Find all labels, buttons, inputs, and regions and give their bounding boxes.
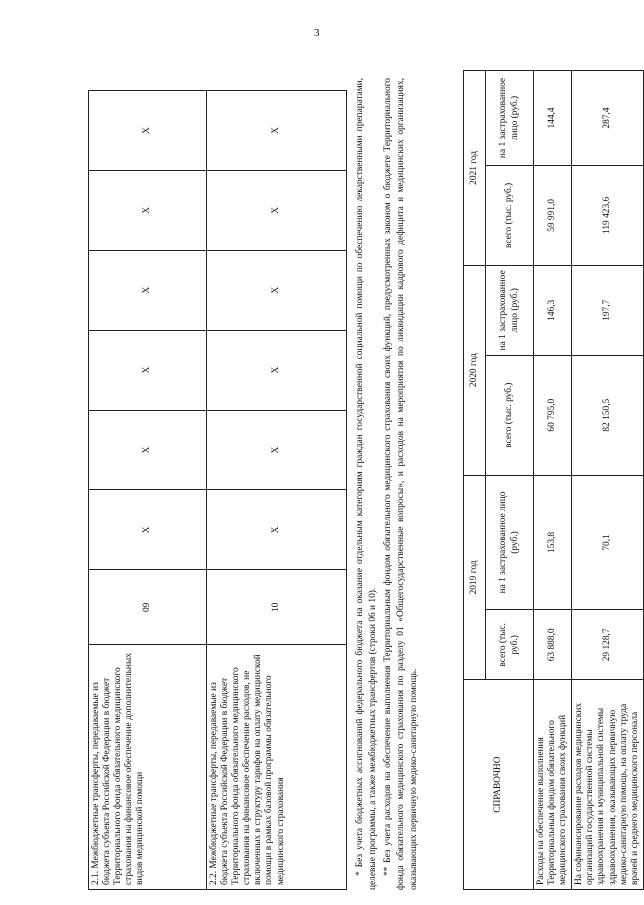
table-cell: Х (89, 410, 207, 490)
page-number: 3 (314, 27, 320, 39)
row-code: 10 (207, 570, 347, 645)
total-2021-header: всего (тыс. руб.) (486, 165, 534, 265)
per-insured-2020-header: на 1 застрахованное лицо (руб.) (486, 265, 534, 355)
year-2021-header: 2021 год (464, 71, 486, 266)
table-cell: 63 888,0 (534, 610, 572, 680)
budget-transfers-table (88, 90, 347, 890)
year-2019-header: 2019 год (464, 475, 486, 680)
table-cell: 82 150,5 (572, 355, 644, 475)
table-cell: 29 128,7 (572, 610, 644, 680)
total-2020-header: всего (тыс. руб.) (486, 355, 534, 475)
table-cell: 153,8 (534, 475, 572, 610)
table-cell: Х (207, 91, 347, 171)
table-row (89, 91, 207, 890)
footnotes (354, 78, 423, 890)
table-cell: Х (89, 330, 207, 410)
total-2019-header: всего (тыс. руб.) (486, 610, 534, 680)
year-2020-header: 2020 год (464, 265, 486, 475)
table-row (534, 71, 572, 890)
table-cell: 119 423,6 (572, 165, 644, 265)
row-label: 2.2. Межбюджетные трансферты, передаваемые из бюджета субъекта Российской Федерации в бюджет Территориального фонда обязательного медицинского страхования на финансовое обеспечение расходов, не включенных в структуру тарифов на оплату медицинской помощи в рамках базовой программы обязательного медицинского страхования (207, 645, 347, 890)
rotated-page-content (88, 60, 640, 890)
table-cell: 287,4 (572, 71, 644, 166)
table-cell: Х (207, 170, 347, 250)
per-insured-2019-header: на 1 застрахованное лицо (руб.) (486, 475, 534, 610)
row-label: На софинансирование расходов медицинских организаций государственной системы здравоохранения и муниципальной системы здравоохранения, оказывающих первичную медико-санитарную помощь, на оплату труда врачей и среднего медицинского персонала (572, 680, 644, 890)
row-label: Расходы на обеспечение выполнения Территориальным фондом обязательного медицинского страхования своих функций (534, 680, 572, 890)
row-label: 2.1. Межбюджетные трансферты, передаваемые из бюджета субъекта Российской Федерации в бюджет Территориального фонда обязательного медицинского страхования на финансовое обеспечение дополнительных видов медицинской помощи (89, 645, 207, 890)
footnote-1: * Без учета бюджетных ассигнований федерального бюджета на оказание отдельным категориям граждан государственной социальной помощи по обеспечению лекарственными препаратами, целевые программы, а также межбюджетных трансфертов (строки 06 и 10). (355, 78, 378, 890)
reference-table (463, 70, 644, 890)
reference-title: СПРАВОЧНО (464, 680, 534, 890)
header-row (464, 71, 486, 890)
row-code: 09 (89, 570, 207, 645)
table-cell: Х (207, 250, 347, 330)
table-cell: Х (207, 490, 347, 570)
table-row (572, 71, 644, 890)
table-cell: 197,7 (572, 265, 644, 355)
table-cell: Х (89, 250, 207, 330)
table-cell: 70,1 (572, 475, 644, 610)
table-row (207, 91, 347, 890)
table-cell: 60 795,0 (534, 355, 572, 475)
table-cell: Х (89, 490, 207, 570)
table-cell: 146,3 (534, 265, 572, 355)
table-cell: Х (207, 330, 347, 410)
per-insured-2021-header: на 1 застрахованное лицо (руб.) (486, 71, 534, 166)
table-cell: Х (89, 91, 207, 171)
table-cell: Х (207, 410, 347, 490)
footnote-2: ** Без учета расходов на обеспечение выполнения Территориальным фондом обязательного медицинского страхования своих функций, предусмотренных законом о бюджете Территориального фонда обязательного медицинского страхования по разделу 01 «Общегосударственные вопросы», и расходов на мероприятия по ликвидации кадрового дефицита в медицинских организациях, оказывающих первичную медико-санитарную помощь. (383, 78, 419, 890)
table-cell: 59 991,0 (534, 165, 572, 265)
table-cell: 144,4 (534, 71, 572, 166)
table-cell: Х (89, 170, 207, 250)
